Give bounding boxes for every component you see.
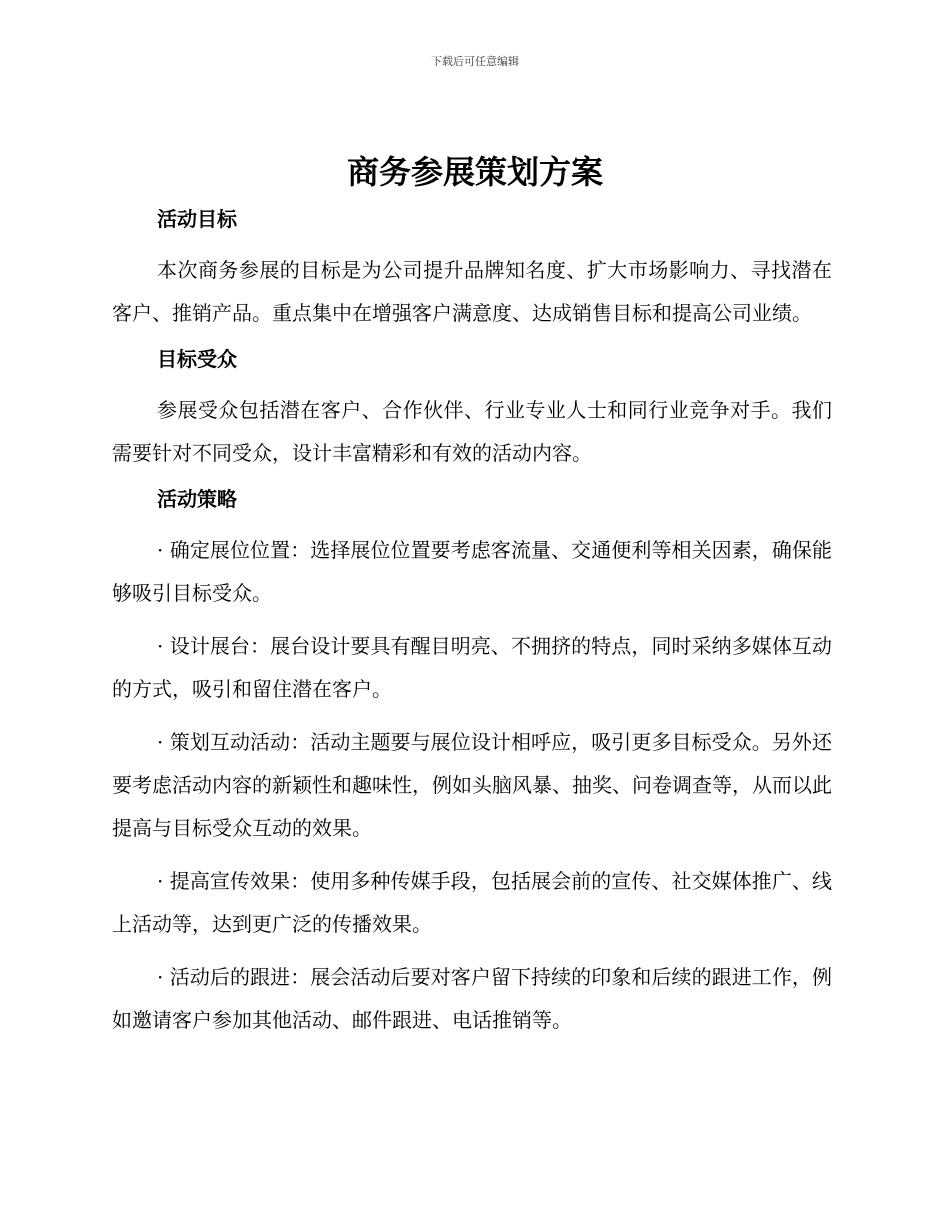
- header-note: 下载后可任意编辑: [431, 55, 519, 68]
- section-strategy: [112, 483, 832, 1042]
- document-body: [112, 203, 832, 1052]
- bullet-paragraph: · 确定展位位置：选择展位位置要考虑客流量、交通便利等相关因素，确保能够吸引目标受众。: [112, 538, 832, 605]
- paragraph: 参展受众包括潜在客户、合作伙伴、行业专业人士和同行业竞争对手。我们需要针对不同受众，设计丰富精彩和有效的活动内容。: [112, 398, 832, 465]
- bullet-paragraph: · 策划互动活动：活动主题要与展位设计相呼应，吸引更多目标受众。另外还要考虑活动内容的新颖性和趣味性，例如头脑风暴、抽奖、问卷调查等，从而以此提高与目标受众互动的效果。: [112, 730, 832, 840]
- document-title: 商务参展策划方案: [346, 153, 603, 191]
- section-heading: 目标受众: [157, 347, 237, 371]
- section-heading: 活动策略: [157, 487, 237, 511]
- section-audience: [112, 343, 832, 475]
- paragraph: 本次商务参展的目标是为公司提升品牌知名度、扩大市场影响力、寻找潜在客户、推销产品。重点集中在增强客户满意度、达成销售目标和提高公司业绩。: [112, 258, 832, 325]
- bullet-paragraph: · 活动后的跟进：展会活动后要对客户留下持续的印象和后续的跟进工作，例如邀请客户参加其他活动、邮件跟进、电话推销等。: [112, 965, 832, 1032]
- bullet-paragraph: · 提高宣传效果：使用多种传媒手段，包括展会前的宣传、社交媒体推广、线上活动等，达到更广泛的传播效果。: [112, 869, 832, 936]
- bullet-paragraph: · 设计展台：展台设计要具有醒目明亮、不拥挤的特点，同时采纳多媒体互动的方式，吸引和留住潜在客户。: [112, 634, 832, 701]
- section-goals: [112, 203, 832, 335]
- section-heading: 活动目标: [157, 207, 237, 231]
